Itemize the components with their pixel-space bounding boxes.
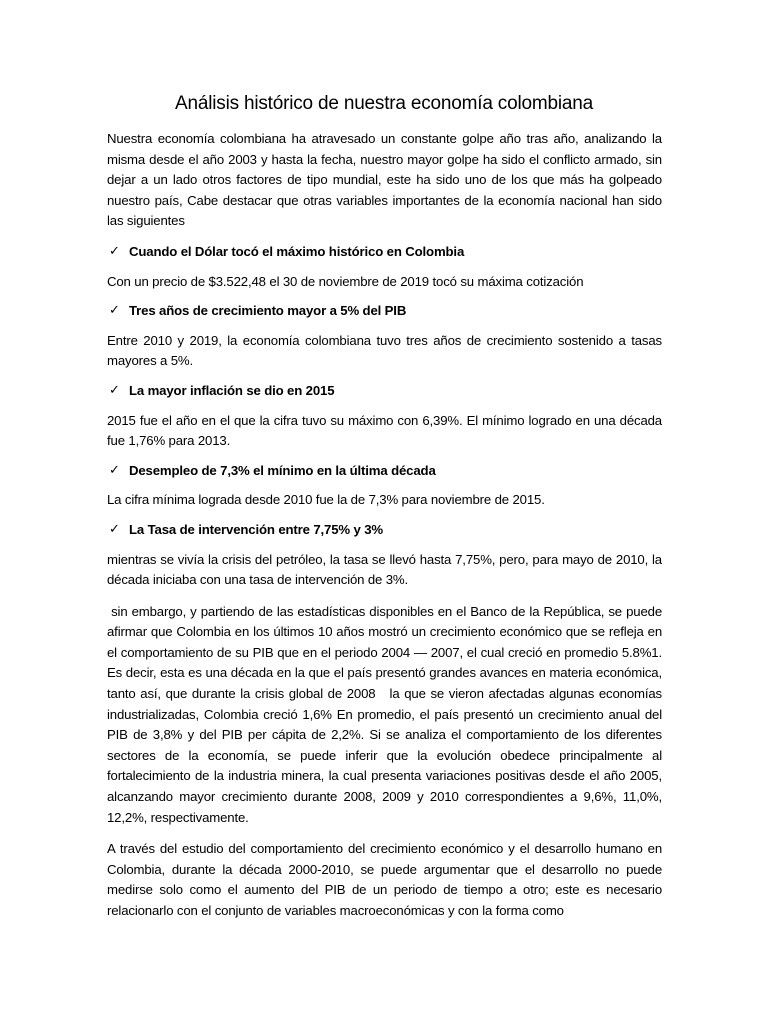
check-mark-icon: ✓ [109, 243, 120, 259]
section-heading-text: La mayor inflación se dio en 2015 [129, 382, 335, 398]
section-heading-unemployment [107, 461, 662, 482]
section-heading-text: Tres años de crecimiento mayor a 5% del PIB [129, 303, 407, 319]
check-mark-icon: ✓ [109, 382, 120, 398]
section-heading-text: Cuando el Dólar tocó el máximo histórico en Colombia [129, 243, 465, 259]
section-text-dollar: Con un precio de $3.522,48 el 30 de noviembre de 2019 tocó su máxima cotización [107, 273, 584, 289]
section-text-interest-rate: mientras se vivía la crisis del petróleo, la tasa se llevó hasta 7,75%, pero, para mayo de 2010, la década iniciaba con una tasa de intervención de 3%. [107, 551, 662, 588]
section-heading-dollar [107, 242, 662, 263]
section-heading-text: La Tasa de intervención entre 7,75% y 3% [129, 521, 383, 537]
page-title: Análisis histórico de nuestra economía colombiana [175, 93, 593, 114]
section-text-growth: Entre 2010 y 2019, la economía colombiana tuvo tres años de crecimiento sostenido a tasas mayores a 5%. [107, 332, 662, 369]
section-heading-interest-rate [107, 520, 662, 541]
check-mark-icon: ✓ [109, 462, 120, 478]
section-heading-text: Desempleo de 7,3% el mínimo en la última década [129, 462, 436, 478]
section-text-inflation: 2015 fue el año en el que la cifra tuvo su máximo con 6,39%. El mínimo logrado en una década fue 1,76% para 2013. [107, 412, 662, 449]
intro-paragraph: Nuestra economía colombiana ha atravesado un constante golpe año tras año, analizando la misma desde el año 2003 y hasta la fecha, nuestro mayor golpe ha sido el conflicto armado, sin dejar a un lado otros factores de tipo mundial, este ha sido uno de los que más ha golpeado nuestro país, Cabe destacar que otras variables importantes de la economía nacional han sido las siguientes [107, 131, 662, 229]
body-paragraph: sin embargo, y partiendo de las estadísticas disponibles en el Banco de la República, se puede afirmar que Colombia en los últimos 10 años mostró un crecimiento económico que se refleja en el comportamiento de su PIB que en el periodo 2004 — 2007, el cual creció en promedio 5.8%1. Es decir, esta es una década en la que el país presentó grandes avances en materia económica, tanto así, que durante la crisis global de 2008 la que se vieron afectadas algunas economías industrializadas, Colombia creció 1,6% En promedio, el país presentó un crecimiento anual del PIB de 3,8% y del PIB per cápita de 2,2%. Si se analiza el comportamiento de los diferentes sectores de la economía, se puede inferir que la evolución obedece principalmente al fortalecimiento de la industria minera, la cual presenta variaciones positivas desde el año 2005, alcanzando mayor crecimiento durante 2008, 2009 y 2010 correspondientes a 9,6%, 11,0%, 12,2%, respectivamente. [107, 603, 666, 825]
body-paragraph: A través del estudio del comportamiento del crecimiento económico y el desarrollo humano en Colombia, durante la década 2000-2010, se puede argumentar que el desarrollo no puede medirse solo como el aumento del PIB de un periodo de tiempo a otro; este es necesario relacionarlo con el conjunto de variables macroeconómicas y con la forma como [107, 841, 662, 918]
check-mark-icon: ✓ [109, 521, 120, 537]
section-heading-growth [107, 301, 662, 322]
check-mark-icon: ✓ [109, 303, 120, 319]
document-body [107, 129, 666, 922]
section-heading-inflation [107, 381, 662, 402]
section-text-unemployment: La cifra mínima lograda desde 2010 fue la de 7,3% para noviembre de 2015. [107, 492, 545, 508]
